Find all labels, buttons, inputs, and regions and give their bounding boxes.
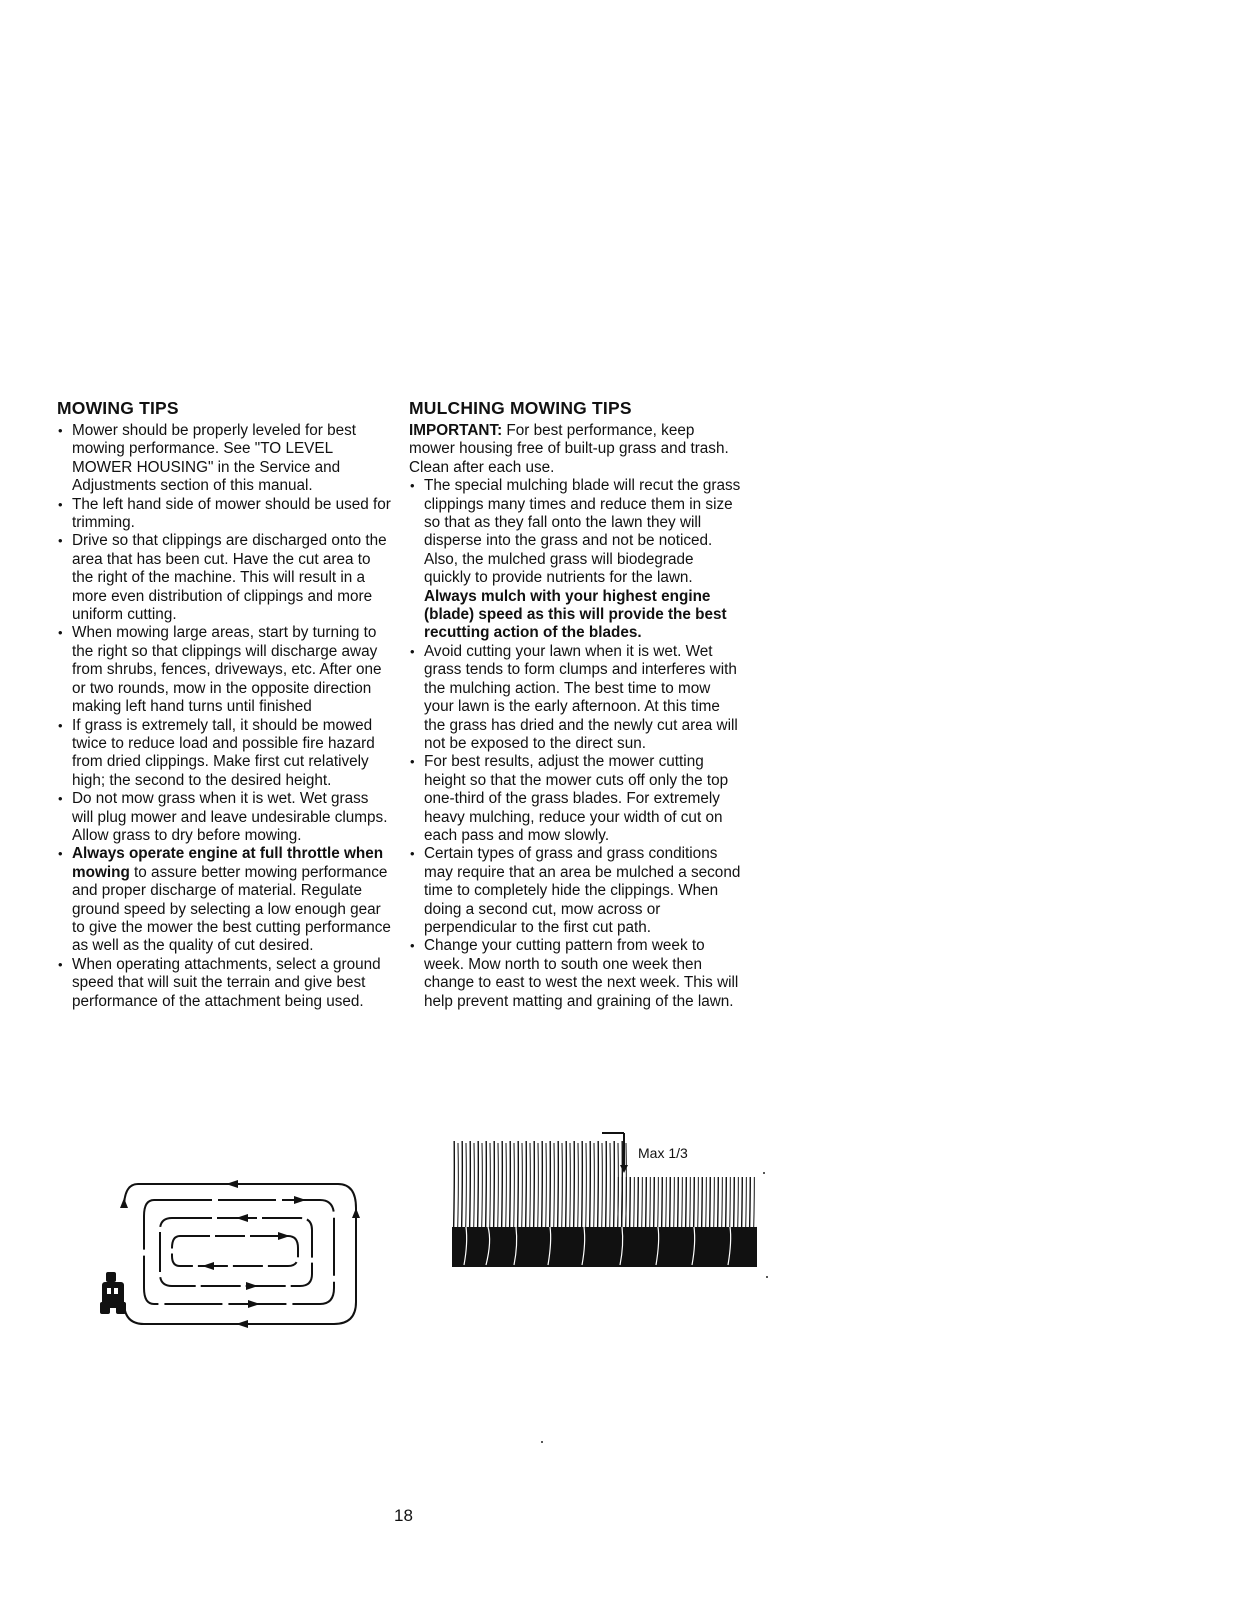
scan-speck xyxy=(541,1441,543,1443)
list-item: • Certain types of grass and grass conditions may require that an area be mulched a second time to completely hide the clippings. When doing a second cut, mow across or perpendicular to the first cut path. xyxy=(409,845,744,937)
list-item: • Mower should be properly leveled for best mowing performance. See "TO LEVEL MOWER HOUSING" in the Service and Adjustments section of this manual. xyxy=(57,422,392,496)
list-item xyxy=(409,477,744,643)
mulching-blade-text: The special mulching blade will recut the grass clippings many times and reduce them in size so that as they fall onto the lawn they will disperse into the grass and not be noticed. Also, the mulched grass will biodegrade quickly to provide nutrients for the lawn. xyxy=(424,477,741,587)
list-item: • If grass is extremely tall, it should be mowed twice to reduce load and possible fire hazard from dried clippings. Make first cut relatively high; the second to the desired height. xyxy=(57,717,392,791)
important-label: IMPORTANT: xyxy=(409,422,503,439)
scan-speck xyxy=(766,1276,768,1278)
list-item: • Change your cutting pattern from week to week. Mow north to south one week then change to east to west the next week. This will help prevent matting and graining of the lawn. xyxy=(409,937,744,1011)
mowing-tips-section xyxy=(57,398,392,1011)
important-text: For best performance, keep mower housing free of built-up grass and trash. Clean after each use. xyxy=(409,422,729,476)
list-item: • When operating attachments, select a ground speed that will suit the terrain and give best performance of the attachment being used. xyxy=(57,956,392,1011)
list-item: • Avoid cutting your lawn when it is wet. Wet grass tends to form clumps and interferes with the mulching action. The best time to mow your lawn is the early afternoon. At this time the grass has dried and the newly cut area will not be exposed to the direct sun. xyxy=(409,643,744,753)
list-item: • For best results, adjust the mower cutting height so that the mower cuts off only the top one-third of the grass blades. For extremely heavy mulching, reduce your width of cut on each pass and mow slowly. xyxy=(409,753,744,845)
mowing-tips-heading: MOWING TIPS xyxy=(57,398,179,418)
max-one-third-label: Max 1/3 xyxy=(638,1145,688,1161)
mulching-blade-emphasis: Always mulch with your highest engine (blade) speed as this will provide the best recutting action of the blades. xyxy=(424,587,727,642)
full-throttle-emphasis: Always operate engine at full throttle when mowing xyxy=(72,845,384,881)
list-item: • Do not mow grass when it is wet. Wet grass will plug mower and leave undesirable clumps. Allow grass to dry before mowing. xyxy=(57,790,392,845)
mulching-tips-list xyxy=(409,477,744,1011)
mowing-pattern-diagram-icon xyxy=(98,1178,363,1330)
list-item: • When mowing large areas, start by turning to the right so that clippings will discharge away from shrubs, fences, driveways, etc. After one or two rounds, mow in the opposite direction making left hand turns until finished xyxy=(57,624,392,716)
list-item xyxy=(57,845,392,955)
important-note xyxy=(409,422,744,477)
mowing-tips-list xyxy=(57,422,392,1011)
grass-height-illustration-icon xyxy=(452,1123,762,1273)
mulching-tips-section xyxy=(409,398,744,1011)
mulching-tips-heading: MULCHING MOWING TIPS xyxy=(409,398,632,418)
scan-speck xyxy=(763,1172,765,1174)
list-item: • Drive so that clippings are discharged onto the area that has been cut. Have the cut area to the right of the machine. This will result in a more even distribution of clippings and more uniform cutting. xyxy=(57,532,392,624)
list-item: • The left hand side of mower should be used for trimming. xyxy=(57,496,392,533)
full-throttle-text: to assure better mowing performance and proper discharge of material. Regulate ground speed by selecting a low enough gear to give the mower the best cutting performance as well as the quality of cut desired. xyxy=(72,863,391,955)
page-number: 18 xyxy=(394,1506,413,1525)
